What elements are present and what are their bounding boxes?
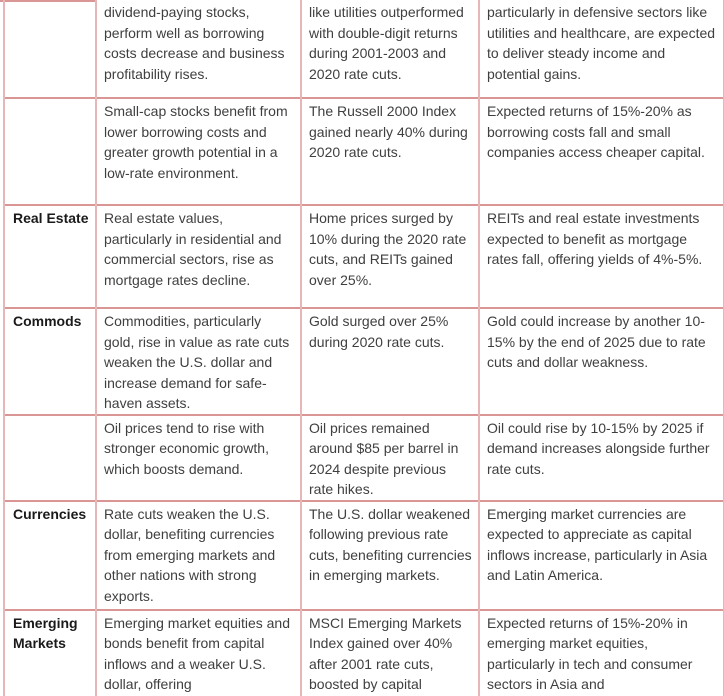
mechanism-cell: Rate cuts weaken the U.S. dollar, benefiting currencies from emerging markets and other nations with strong exports. [96, 501, 301, 610]
table-row [4, 415, 724, 501]
category-cell [4, 415, 96, 501]
outlook-cell: Oil could rise by 10-15% by 2025 if demand increases alongside further rate cuts. [479, 415, 724, 501]
asset-class-table [3, 0, 724, 696]
category-cell: Emerging Markets [4, 610, 96, 696]
mechanism-cell: Commodities, particularly gold, rise in value as rate cuts weaken the U.S. dollar and increase demand for safe-haven assets. [96, 308, 301, 415]
mechanism-cell: dividend-paying stocks, perform well as borrowing costs decrease and business profitability rises. [96, 0, 301, 98]
outlook-cell: REITs and real estate investments expected to benefit as mortgage rates fall, offering yields of 4%-5%. [479, 205, 724, 308]
historical-cell: The U.S. dollar weakened following previous rate cuts, benefiting currencies in emerging markets. [301, 501, 479, 610]
historical-cell: Home prices surged by 10% during the 2020 rate cuts, and REITs gained over 25%. [301, 205, 479, 308]
mechanism-cell: Oil prices tend to rise with stronger economic growth, which boosts demand. [96, 415, 301, 501]
table-row [4, 205, 724, 308]
table-row [4, 308, 724, 415]
historical-cell: like utilities outperformed with double-digit returns during 2001-2003 and 2020 rate cuts. [301, 0, 479, 98]
category-cell [4, 98, 96, 205]
outlook-cell: Expected returns of 15%-20% as borrowing costs fall and small companies access cheaper capital. [479, 98, 724, 205]
table-row [4, 610, 724, 696]
mechanism-cell: Small-cap stocks benefit from lower borrowing costs and greater growth potential in a low-rate environment. [96, 98, 301, 205]
category-cell: Real Estate [4, 205, 96, 308]
category-cell: Commods [4, 308, 96, 415]
historical-cell: Oil prices remained around $85 per barrel in 2024 despite previous rate hikes. [301, 415, 479, 501]
mechanism-cell: Real estate values, particularly in residential and commercial sectors, rise as mortgage rates decline. [96, 205, 301, 308]
category-cell: Currencies [4, 501, 96, 610]
outlook-cell: particularly in defensive sectors like utilities and healthcare, are expected to deliver steady income and potential gains. [479, 0, 724, 98]
historical-cell: The Russell 2000 Index gained nearly 40% during 2020 rate cuts. [301, 98, 479, 205]
historical-cell: Gold surged over 25% during 2020 rate cuts. [301, 308, 479, 415]
outlook-cell: Gold could increase by another 10-15% by the end of 2025 due to rate cuts and dollar weakness. [479, 308, 724, 415]
category-cell [4, 0, 96, 98]
table-row [4, 0, 724, 98]
historical-cell: MSCI Emerging Markets Index gained over 40% after 2001 rate cuts, boosted by capital [301, 610, 479, 696]
asset-table-body [4, 0, 724, 696]
outlook-cell: Expected returns of 15%-20% in emerging market equities, particularly in tech and consumer sectors in Asia and [479, 610, 724, 696]
mechanism-cell: Emerging market equities and bonds benefit from capital inflows and a weaker U.S. dollar, offering [96, 610, 301, 696]
table-row [4, 501, 724, 610]
table-row [4, 98, 724, 205]
outlook-cell: Emerging market currencies are expected to appreciate as capital inflows increase, particularly in Asia and Latin America. [479, 501, 724, 610]
